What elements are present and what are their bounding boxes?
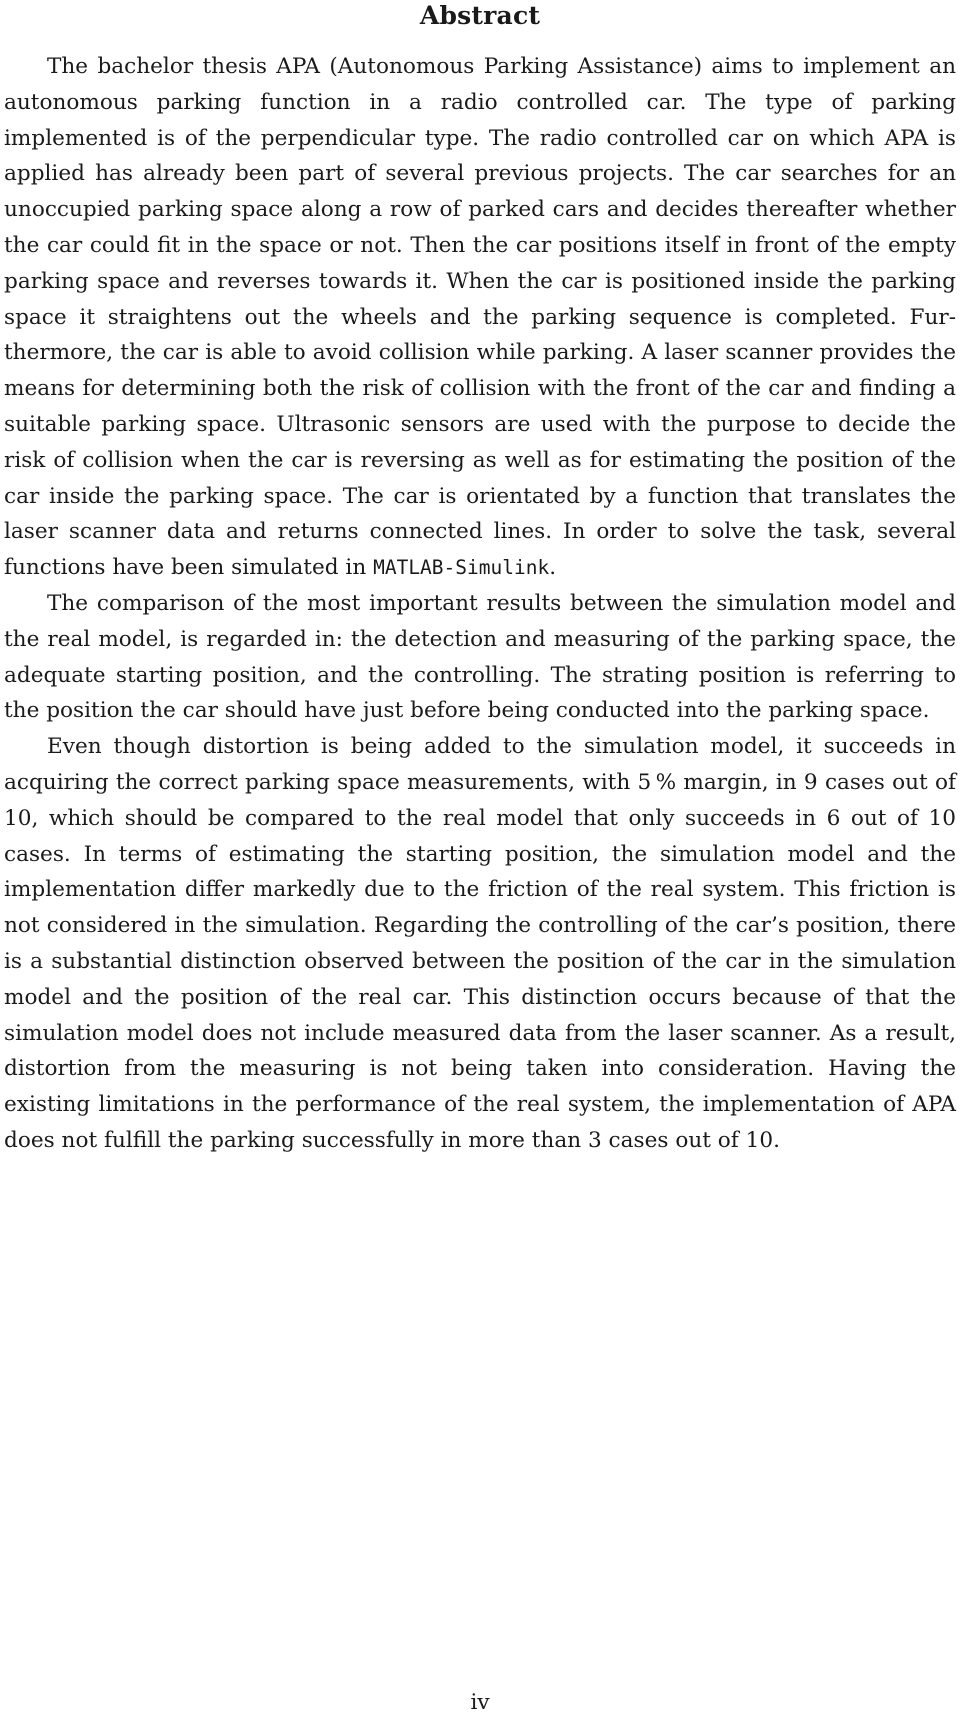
document-page — [4, 0, 956, 1716]
abstract-body — [4, 49, 956, 1159]
abstract-paragraph-3: Even though distortion is being added to the simulation model, it succeeds in acquiring the correct parking space measurements, with 5 % margin, in 9 cases out of 10, which should be compared to the real model that only succeeds in 6 out of 10 cases. In terms of estimating the starting position, the simulation model and the implementation differ markedly due to the friction of the real system. This friction is not considered in the simulation. Regarding the controlling of the car’s position, there is a substantial distinction observed between the position of the car in the simulation model and the position of the real car. This distinction occurs because of that the simulation model does not include measured data from the laser scanner. As a result, distortion from the measuring is not being taken into consideration. Having the existing limitations in the performance of the real system, the implementation of APA does not fulfill the parking successfully in more than 3 cases out of 10. — [4, 734, 956, 1153]
abstract-heading: Abstract — [419, 1, 541, 30]
paragraph-1-end: . — [549, 555, 557, 581]
abstract-paragraph-2: The comparison of the most important results between the simulation model and the real model, is regarded in: the detection and measuring of the parking space, the adequate starting position, and the controlling. The strating position is referring to the position the car should have just before being conducted into the parking space. — [4, 590, 956, 724]
abstract-paragraph-1 — [4, 49, 956, 586]
paragraph-1-text: The bachelor thesis APA (Autonomous Parking Assistance) aims to implement an autonomous parking function in a radio controlled car. The type of parking implemented is of the perpendicular type. The radio controlled car on which APA is applied has already been part of several previous projects. The car searches for an unoccupied parking space along a row of parked cars and decides thereafter whether the car could fit in the space or not. Then the car positions itself in front of the empty parking space and reverses towards it. When the car is positioned inside the parking space it straightens out the wheels and the parking sequence is completed. Furthermore, the car is able to avoid collision while parking. A laser scanner provides the means for determining both the risk of collision with the front of the car and finding a suitable parking space. Ultrasonic sensors are used with the purpose to decide the risk of collision when the car is reversing as well as for estimating the position of the car inside the parking space. The car is orientated by a function that translates the laser scanner data and returns connected lines. In order to solve the task, several functions have been simulated in — [4, 54, 956, 581]
matlab-simulink-code: MATLAB-Simulink — [373, 556, 550, 580]
page-number: iv — [470, 1690, 490, 1715]
